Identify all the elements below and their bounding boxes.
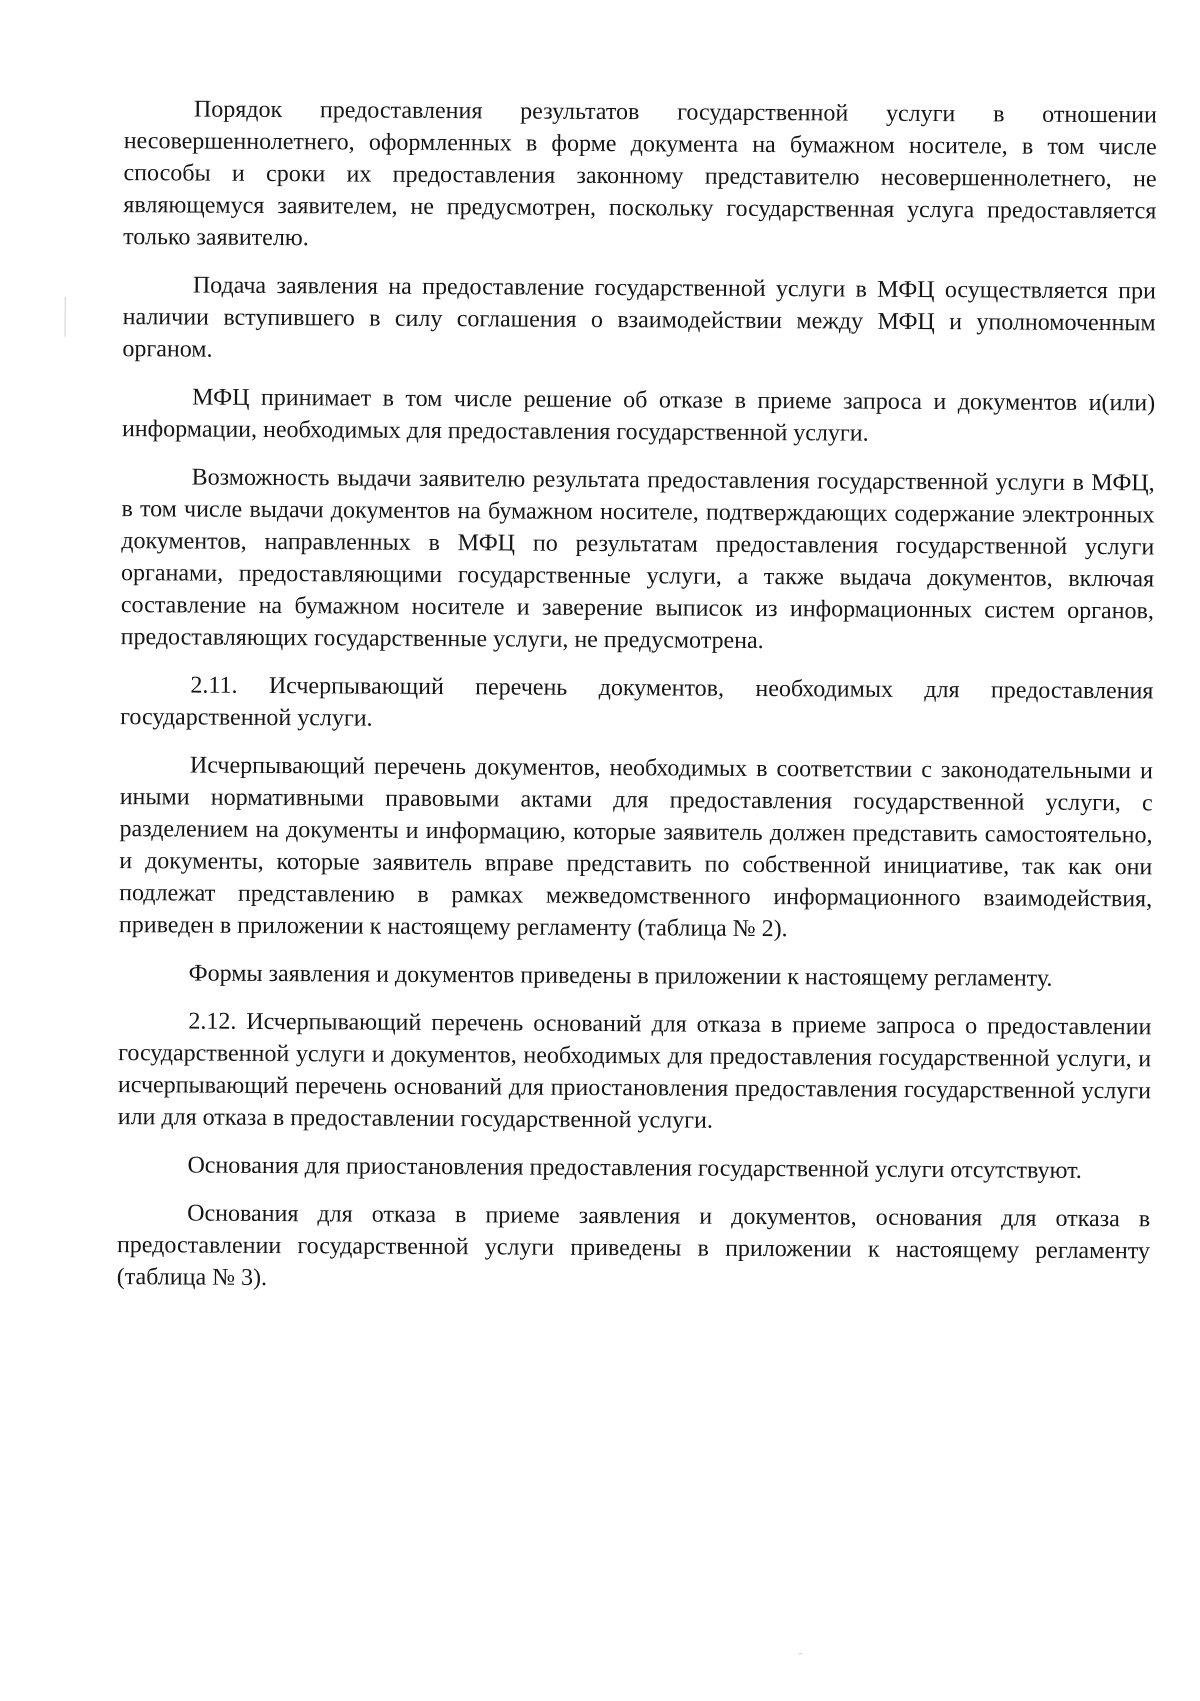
section-heading-2-12: 2.12. Исчерпывающий перечень оснований для отказа в приеме запроса о предоставлении государственной услуги и документов, необходимых для предоставления государственной услуги, и исчерпывающий перечень оснований для приостановления предоставления государственной услуги или для отказа в предоставлении государственной услуги. [117,1008,1152,1134]
paragraph-forms: Формы заявления и документов приведены в приложении к настоящему регламенту. [188,960,1053,992]
paragraph-mfc-submission: Подача заявления на предоставление государственной услуги в МФЦ осуществляется при наличии вступившего в силу соглашения о взаимодействии между МФЦ и уполномоченным органом. [122,272,1156,363]
scan-artifact-left [65,297,66,337]
paragraph-documents-list: Исчерпывающий перечень документов, необходимых в соответствии с законодательными и иными нормативными правовыми актами для предоставления государственной услуги, с разделением на документы и информацию, которые заявитель должен представить самостоятельно, и документы, которые заявитель вправе представить по собственной инициативе, так как они подлежат представлению в рамках межведомственного информационного взаимодействия, приведен в приложении к настоящему регламенту (таблица № 2). [118,752,1153,943]
scan-artifact-bottom [799,1653,803,1654]
document-body [117,93,1157,1315]
paragraph-result-minor: Порядок предоставления результатов государственной услуги в отношении несовершеннолетнего, оформленных в форме документа на бумажном носителе, в том числе способы и сроки их предоставления законному представителю несовершеннолетнего, не являющемуся заявителем, не предусмотрен, поскольку государственная услуга предоставляется только заявителю. [123,96,1157,252]
paragraph-mfc-issuance: Возможность выдачи заявителю результата предоставления государственной услуги в МФЦ, в том числе выдачи документов на бумажном носителе, подтверждающих содержание электронных документов, направленных в МФЦ по результатам предоставления государственной услуги органами, предоставляющими государственные услуги, а также выдача документов, включая составление на бумажном носителе и заверение выписок из информационных систем органов, предоставляющих государственные услуги, не предусмотрена. [120,464,1155,655]
paragraph-mfc-refusal: МФЦ принимает в том числе решение об отказе в приеме запроса и документов и(или) информации, необходимых для предоставления государственной услуги. [121,384,1156,447]
section-heading-2-11: 2.11. Исчерпывающий перечень документов, необходимых для предоставления государственной услуги. [120,672,1154,732]
paragraph-refusal-grounds: Основания для отказа в приеме заявления и документов, основания для отказа в предоставлении государственной услуги приведены в приложении к настоящему регламенту (таблица № 3). [116,1200,1151,1291]
paragraph-suspension-grounds: Основания для приостановления предоставления государственной услуги отсутствуют. [187,1152,1082,1184]
